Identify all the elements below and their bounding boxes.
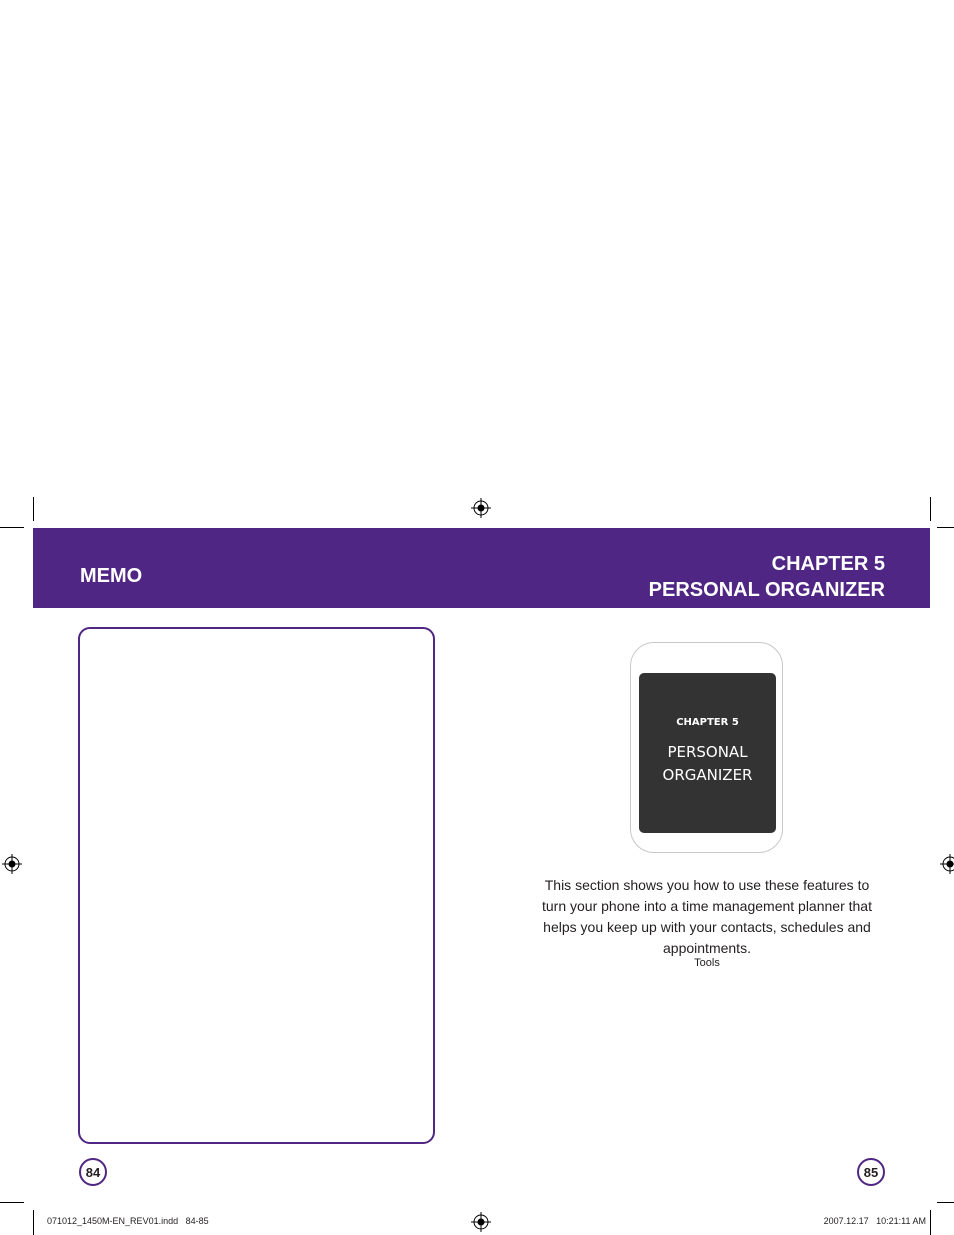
crop-mark	[0, 1202, 24, 1203]
crop-mark	[0, 527, 24, 528]
phone-title-line1: PERSONAL	[667, 743, 748, 761]
page-number-right: 85	[857, 1158, 885, 1186]
chapter-number: CHAPTER 5	[771, 553, 885, 575]
phone-chapter-label: CHAPTER 5	[676, 717, 739, 728]
crop-mark	[937, 527, 954, 528]
tools-label: Tools	[694, 957, 720, 969]
registration-target-icon	[940, 854, 954, 874]
crop-mark	[937, 1202, 954, 1203]
chapter-name: PERSONAL ORGANIZER	[648, 579, 885, 601]
registration-target-icon	[2, 854, 22, 874]
crop-mark	[930, 497, 931, 521]
crop-mark	[33, 1210, 34, 1235]
memo-title: MEMO	[80, 565, 143, 587]
intro-paragraph: This section shows you how to use these features to turn your phone into a time management planner that helps you keep up with your contacts, schedules and appointments.	[542, 877, 872, 956]
slug-filename: 071012_1450M-EN_REV01.indd 84-85	[47, 1216, 209, 1226]
phone-title-line2: ORGANIZER	[662, 766, 753, 784]
phone-screen	[639, 673, 776, 833]
chapter-title	[649, 551, 885, 603]
crop-mark	[33, 497, 34, 521]
phone-title	[639, 741, 776, 787]
page-number-left: 84	[79, 1158, 107, 1186]
registration-target-icon	[471, 1212, 491, 1232]
crop-mark	[930, 1210, 931, 1235]
registration-target-icon	[471, 498, 491, 518]
slug-timestamp: 2007.12.17 10:21:11 AM	[823, 1216, 926, 1226]
memo-writing-box	[78, 627, 435, 1144]
